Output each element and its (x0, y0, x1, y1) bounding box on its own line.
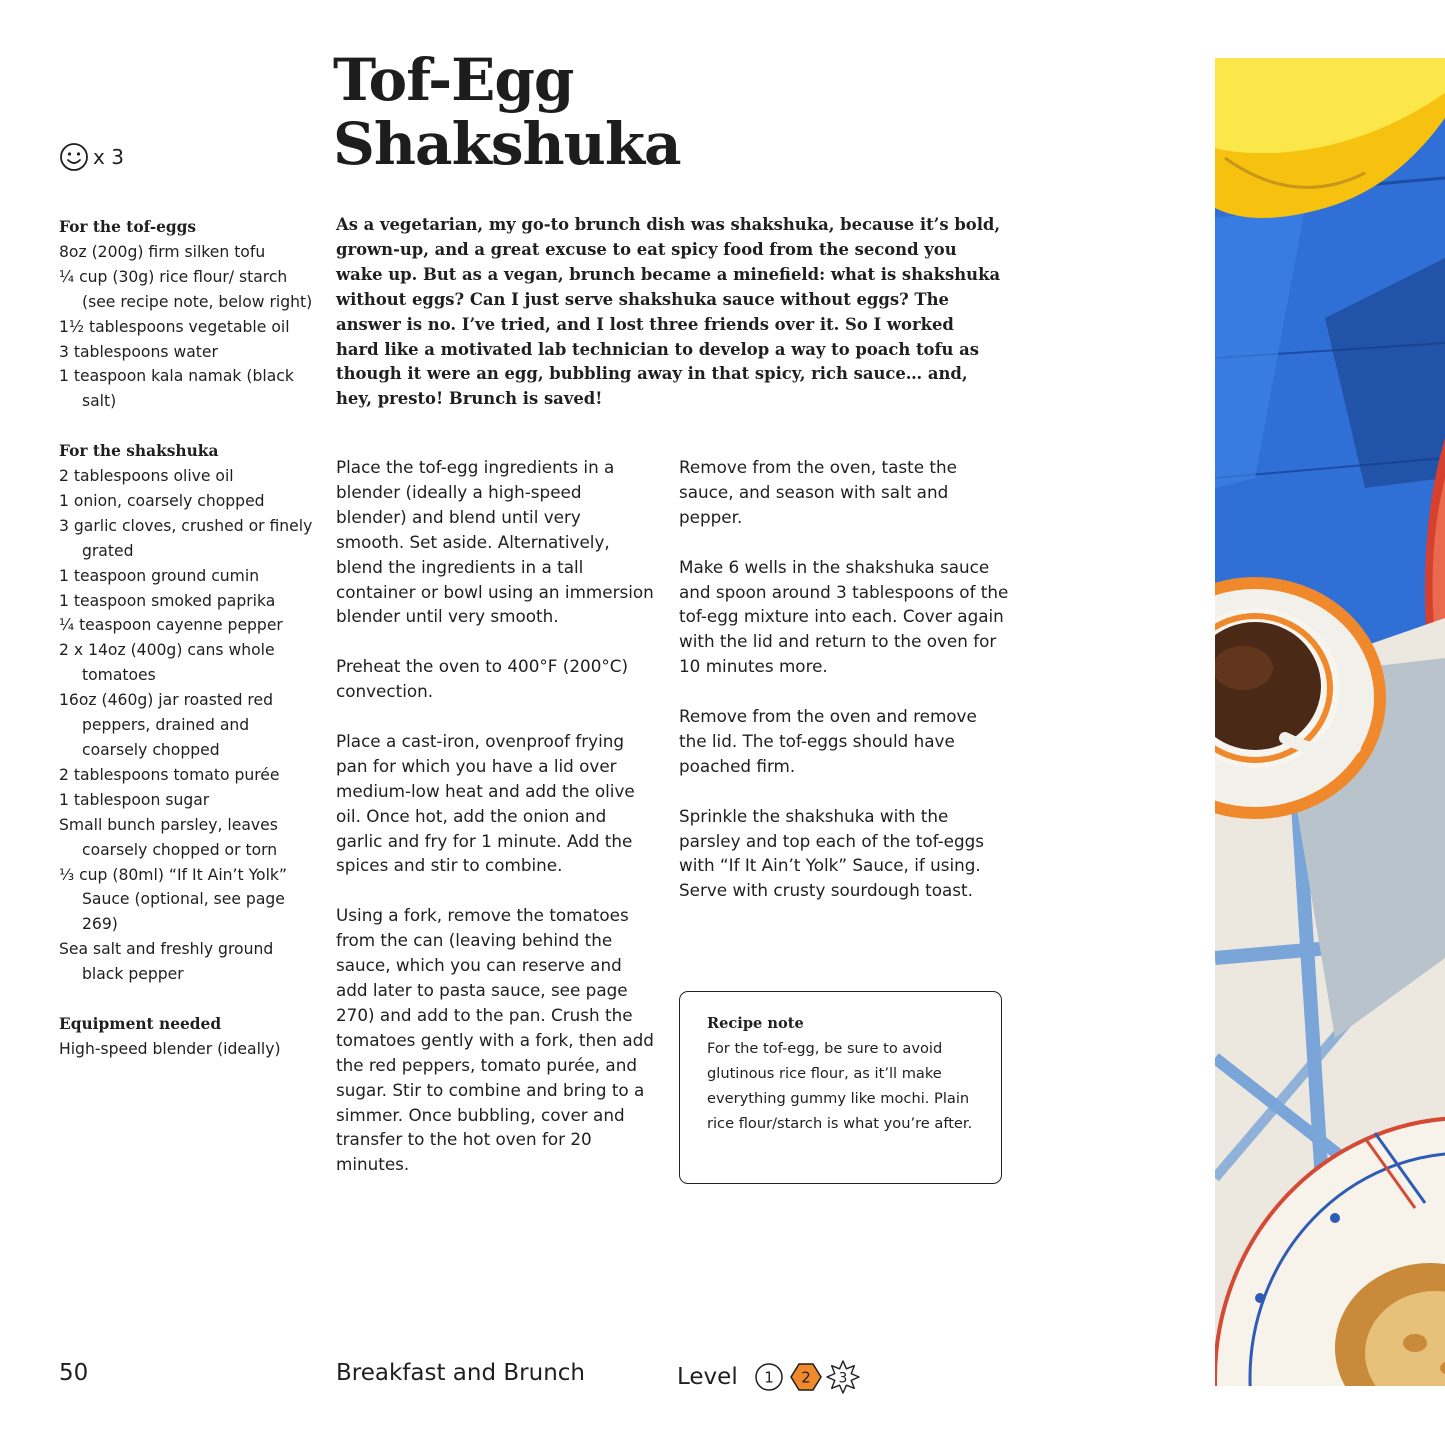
method-step: Place a cast-iron, ovenproof frying pan for which you have a lid over medium-low heat and add the olive oil. Once hot, add the onion and garlic and fry for 1 minute. Add the spices and stir to combine. (336, 730, 635, 876)
level-3-number: 3 (838, 1370, 848, 1387)
method-column-right (679, 455, 1009, 928)
method-step: Make 6 wells in the shakshuka sauce and spoon around 3 tablespoons of the tof-egg mixture into each. Cover again with the lid and return to the oven for 10 minutes more. (679, 556, 1009, 677)
method-step: Using a fork, remove the tomatoes from the can (leaving behind the sauce, which you can reserve and add later to pasta sauce, see page 270) and add to the pan. Crush the tomatoes gently with a fork, then add the red peppers, tomato purée, and sugar. Stir to combine and bring to a simmer. Once bubbling, cover and transfer to the hot oven for 20 minutes. (336, 905, 654, 1175)
title-line-2: Shakshuka (333, 110, 681, 178)
method-step: Preheat the oven to 400°F (200°C) convection. (336, 656, 629, 702)
method-step: Place the tof-egg ingredients in a blender (ideally a high-speed blender) and blend until very smooth. Set aside. Alternatively, blend the ingredients in a tall container or bowl using an immersion blender until very smooth. (336, 457, 654, 627)
ingredients-tofegg (59, 215, 314, 414)
ingredient-item: 1 onion, coarsely chopped (59, 491, 265, 510)
ingredient-item: 2 tablespoons tomato purée (59, 765, 280, 784)
serves-indicator (59, 142, 124, 172)
ingredient-item: 1 teaspoon ground cumin (59, 566, 260, 585)
recipe-note-box (679, 991, 1002, 1184)
equipment-heading: Equipment needed (59, 1014, 222, 1033)
recipe-note-title: Recipe note (707, 1015, 804, 1032)
equipment-section (59, 1012, 314, 1062)
ingredients-heading: For the tof-eggs (59, 218, 197, 236)
level-label: Level (677, 1364, 738, 1390)
ingredients-heading: For the shakshuka (59, 442, 219, 461)
ingredient-item: Sea salt and freshly ground black pepper (59, 940, 274, 984)
ingredients-list (59, 215, 314, 1087)
ingredient-item: 1 teaspoon smoked paprika (59, 591, 276, 610)
level-2-hexagon-icon (789, 1360, 823, 1394)
ingredient-item: ¼ cup (30g) rice flour/ starch (see recipe note, below right) (59, 267, 313, 311)
level-3-star-icon (826, 1360, 860, 1394)
food-photo-image (1215, 58, 1445, 1386)
method-step: Remove from the oven, taste the sauce, and season with salt and pepper. (679, 457, 957, 527)
smiley-icon (59, 142, 89, 172)
ingredient-item: 3 tablespoons water (59, 342, 218, 361)
ingredients-shakshuka (59, 439, 314, 987)
ingredient-item: ⅓ cup (80ml) “If It Ain’t Yolk” Sauce (optional, see page 269) (59, 865, 288, 934)
recipe-title (333, 48, 681, 176)
title-line-1: Tof-Egg (333, 46, 574, 114)
ingredient-item: 2 tablespoons olive oil (59, 467, 234, 486)
level-1-circle-icon (752, 1360, 786, 1394)
food-photo (1215, 58, 1445, 1386)
ingredient-item: 1½ tablespoons vegetable oil (59, 317, 290, 336)
difficulty-level (677, 1360, 860, 1394)
method-step: Remove from the oven and remove the lid. The tof-eggs should have poached firm. (679, 706, 977, 776)
recipe-note-body: For the tof-egg, be sure to avoid glutinous rice flour, as it’ll make everything gummy like mochi. Plain rice flour/starch is what you’re after. (707, 1039, 973, 1132)
method-column-left (336, 455, 654, 1202)
ingredient-item: ¼ teaspoon cayenne pepper (59, 616, 283, 635)
page-number: 50 (59, 1360, 89, 1386)
ingredient-item: 2 x 14oz (400g) cans whole tomatoes (59, 641, 275, 685)
ingredient-item: 8oz (200g) firm silken tofu (59, 242, 266, 261)
section-name: Breakfast and Brunch (336, 1360, 585, 1386)
serves-count: x 3 (93, 145, 124, 169)
level-icons (752, 1360, 860, 1394)
level-1-number: 1 (763, 1368, 774, 1387)
ingredient-item: 1 tablespoon sugar (59, 790, 210, 809)
level-2-number: 2 (800, 1368, 811, 1387)
ingredient-item: Small bunch parsley, leaves coarsely chopped or torn (59, 815, 278, 859)
ingredient-item: 3 garlic cloves, crushed or finely grated (59, 516, 313, 560)
ingredient-item: 1 teaspoon kala namak (black salt) (59, 367, 294, 411)
equipment-item: High-speed blender (ideally) (59, 1039, 281, 1058)
intro-paragraph: As a vegetarian, my go-to brunch dish was shakshuka, because it’s bold, grown-up, and a great excuse to eat spicy food from the second you wake up. But as a vegan, brunch became a minefield: what is shakshuka without eggs? Can I just serve shakshuka sauce without eggs? The answer is no. I’ve tried, and I lost three friends over it. So I worked hard like a motivated lab technician to develop a way to poach tofu as though it were an egg, bubbling away in that spicy, rich sauce… and, hey, presto! Brunch is saved! (336, 215, 1001, 409)
method-step: Sprinkle the shakshuka with the parsley and top each of the tof-eggs with “If It Ain’t Yolk” Sauce, if using. Serve with crusty sourdough toast. (679, 805, 985, 901)
ingredient-item: 16oz (460g) jar roasted red peppers, drained and coarsely chopped (59, 691, 273, 760)
